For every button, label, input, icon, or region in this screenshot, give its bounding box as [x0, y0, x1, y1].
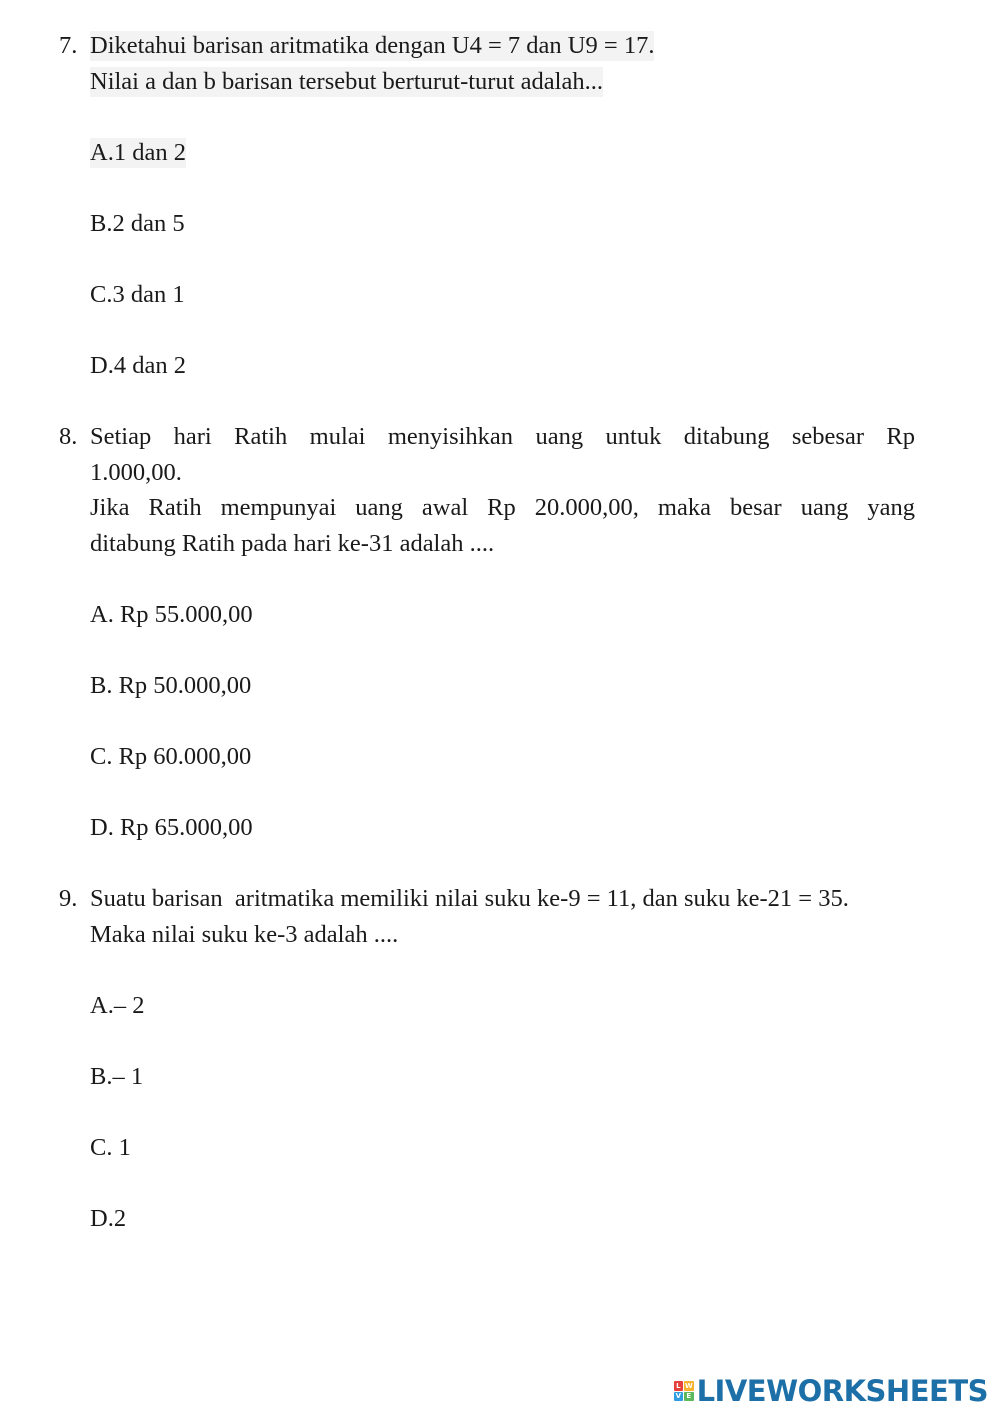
option-d[interactable] — [90, 351, 186, 381]
option-text: 2 dan 5 — [112, 210, 185, 237]
option-text: Rp 60.000,00 — [118, 743, 252, 770]
question-text-line: Nilai a dan b barisan tersebut berturut-turut adalah... — [90, 68, 603, 95]
option-letter: D. — [90, 352, 114, 379]
option-text: Rp 65.000,00 — [119, 814, 253, 841]
option-text: 1 — [118, 1134, 131, 1161]
question-text-line: ditabung Ratih pada hari ke-31 adalah .... — [90, 530, 495, 557]
question-text-line: Maka nilai suku ke-3 adalah .... — [90, 921, 399, 948]
liveworksheets-logo — [674, 1372, 988, 1410]
liveworksheets-logo-text: LIVEWORKSHEETS — [696, 1374, 988, 1408]
question-text-line: Diketahui barisan aritmatika dengan U4 = 7 dan U9 = 17. — [90, 32, 655, 59]
option-d[interactable] — [90, 1204, 126, 1234]
option-text: – 1 — [112, 1063, 144, 1090]
option-text: 4 dan 2 — [113, 352, 186, 379]
option-text: 1 dan 2 — [113, 139, 186, 166]
option-c[interactable] — [90, 280, 185, 310]
question-number: 8. — [59, 423, 78, 450]
logo-icon-cell: V — [674, 1392, 684, 1402]
option-letter: A. — [90, 601, 114, 628]
question-text-line: Setiap hari Ratih mulai menyisihkan uang untuk ditabung sebesar Rp — [90, 423, 915, 450]
logo-icon-cell: L — [674, 1381, 684, 1391]
option-text: – 2 — [113, 992, 145, 1019]
liveworksheets-logo-icon — [674, 1381, 694, 1401]
option-b[interactable] — [90, 1062, 143, 1092]
option-letter: C. — [90, 281, 113, 308]
option-a[interactable] — [90, 991, 144, 1021]
option-letter: C. — [90, 1134, 113, 1161]
question-number: 7. — [59, 32, 78, 59]
option-d[interactable] — [90, 813, 253, 843]
option-letter: B. — [90, 210, 113, 237]
option-a[interactable] — [90, 600, 253, 630]
option-text: 3 dan 1 — [112, 281, 185, 308]
option-letter: B. — [90, 1063, 113, 1090]
option-c[interactable] — [90, 1133, 131, 1163]
option-text: 2 — [113, 1205, 127, 1232]
option-a[interactable] — [90, 138, 186, 168]
option-b[interactable] — [90, 671, 251, 701]
option-text: Rp 55.000,00 — [119, 601, 253, 628]
logo-icon-cell: E — [684, 1392, 694, 1402]
question-text-line: Jika Ratih mempunyai uang awal Rp 20.000,00, maka besar uang yang — [90, 494, 915, 521]
question-text-line: 1.000,00. — [90, 459, 182, 486]
option-letter: D. — [90, 814, 114, 841]
option-letter: B. — [90, 672, 113, 699]
option-b[interactable] — [90, 209, 185, 239]
option-letter: A. — [90, 139, 114, 166]
question-number: 9. — [59, 885, 78, 912]
option-text: Rp 50.000,00 — [118, 672, 252, 699]
option-c[interactable] — [90, 742, 251, 772]
option-letter: A. — [90, 992, 114, 1019]
option-letter: D. — [90, 1205, 114, 1232]
logo-icon-cell: W — [684, 1381, 693, 1390]
option-letter: C. — [90, 743, 113, 770]
question-text-line: Suatu barisan aritmatika memiliki nilai suku ke-9 = 11, dan suku ke-21 = 35. — [90, 885, 849, 912]
